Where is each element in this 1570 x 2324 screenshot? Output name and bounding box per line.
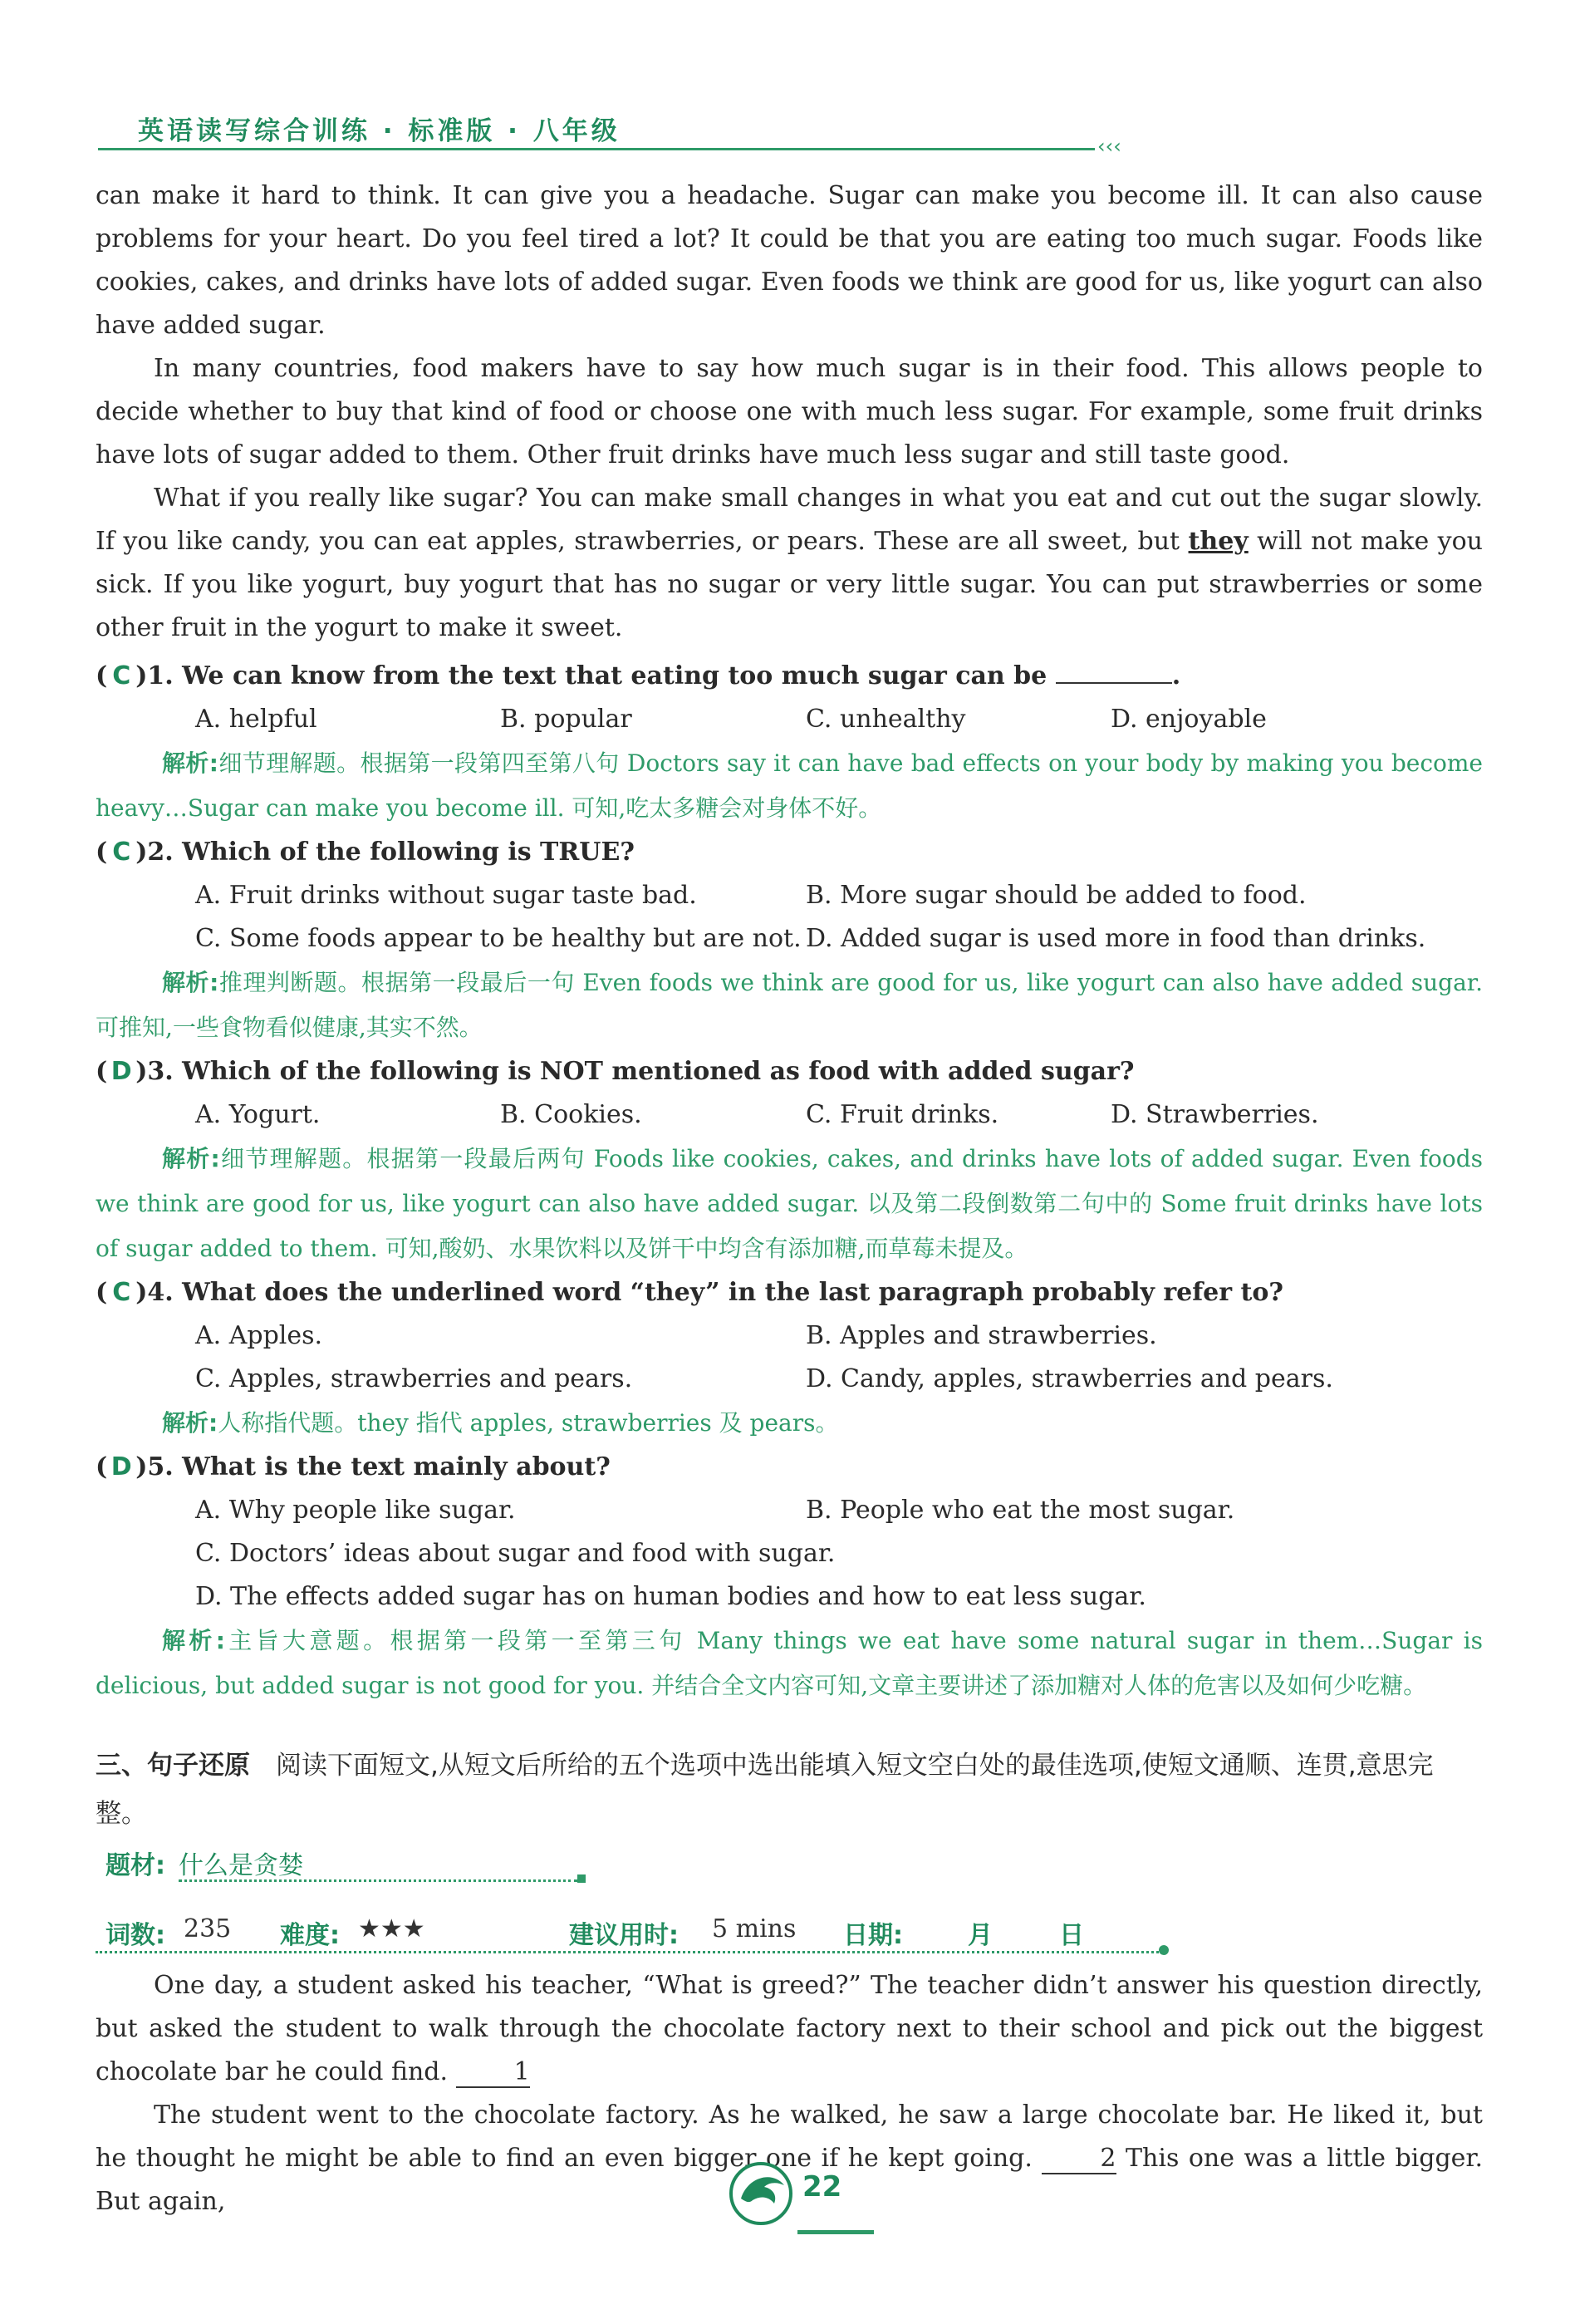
topic-divider-end (577, 1874, 586, 1883)
explanation-5 (96, 1619, 1483, 1708)
option-d: D. Added sugar is used more in food than drinks. (806, 924, 1426, 953)
section-title: 三、句子还原 (96, 1751, 250, 1781)
suggested-time: 5 mins (712, 1914, 797, 1943)
passage-paragraph-1: can make it hard to think. It can give you a headache. Sugar can make you become ill. It can also cause problems for your heart. Do you feel tired a lot? It could be that you are eating too much sugar. Foods like cookies, cakes, and drinks have lots of added sugar. Even foods we think are good for us, like yogurt can also have added sugar. (96, 181, 1483, 340)
explanation-3 (96, 1137, 1483, 1271)
option-b: B. popular (500, 705, 632, 734)
blank-2: 2 (1042, 2145, 1116, 2174)
question-stem: 3. Which of the following is NOT mentioned as food with added sugar (147, 1057, 1120, 1086)
option-b: B. Apples and strawberries. (806, 1321, 1157, 1350)
answer-mark: C (112, 838, 131, 867)
option-b: B. Cookies. (500, 1100, 642, 1129)
difficulty-stars: ★★★ (358, 1914, 425, 1943)
meta-divider (96, 1951, 1159, 1953)
page-number: 22 (802, 2170, 842, 2204)
question-stem-end: ? (596, 1452, 611, 1481)
explanation-text: 人称指代题。they 指代 apples, strawberries 及 pears。 (218, 1409, 839, 1437)
explanation-label: 解析: (162, 969, 219, 996)
question-stem: 1. We can know from the text that eating too much sugar can be (147, 661, 1047, 690)
explanation-2 (96, 961, 1483, 1050)
explanation-4 (96, 1401, 1483, 1446)
question-stem-end: ? (1268, 1278, 1283, 1307)
explanation-label: 解析: (162, 749, 218, 777)
topic-row (96, 1841, 1483, 1888)
answer-blank (1056, 657, 1172, 684)
topic-label: 题材: (105, 1851, 165, 1880)
page-header (98, 106, 1145, 156)
passage-text: will not make you sick. If you like yogurt, buy yogurt that has no sugar or very little sugar. You can put strawberries or some other fruit in the yogurt to make it sweet. (96, 527, 1483, 642)
passage-text: What if you really like sugar? You can make small changes in what you eat and cut out the sugar slowly. If you like candy, you can eat apples, strawberries, or pears. These are all sweet, but (96, 484, 1483, 556)
question-4: ( C )4. What does the underlined word “they” in the last paragraph probably refer to? (96, 1271, 1483, 1314)
option-c: C. Doctors’ ideas about sugar and food with sugar. (195, 1539, 836, 1568)
option-d: D. Candy, apples, strawberries and pears. (806, 1364, 1333, 1393)
section-3-heading (96, 1742, 1483, 1838)
topic-value: 什么是贪婪 (179, 1851, 303, 1880)
option-a: A. Yogurt. (195, 1100, 321, 1129)
header-title: 英语读写综合训练 · 标准版 · 八年级 (138, 116, 621, 146)
passage-paragraph-2: In many countries, food makers have to say how much sugar is in their food. This allows people to decide whether to buy that kind of food or choose one with much less sugar. For example, some fruit drinks have lots of sugar added to them. Other fruit drinks have much less sugar and still taste good. (96, 354, 1483, 469)
explanation-text: 推理判断题。根据第一段最后一句 Even foods we think are good for us, like yogurt can also have added sugar. 可推知,一些食物看似健康,其实不然。 (96, 969, 1484, 1041)
day-label: 日 (1059, 1921, 1084, 1950)
option-a: A. Apples. (195, 1321, 323, 1350)
word-count: 235 (184, 1914, 232, 1943)
chevron-left-icon: ‹‹‹ (1097, 135, 1121, 158)
word-count-label: 词数: (105, 1921, 165, 1950)
cloze-text: The student went to the chocolate factory. As he walked, he saw a large chocolate bar. He liked it, but he thought he might be able to find an even bigger one if he kept going. (96, 2100, 1483, 2173)
answer-mark: C (112, 1278, 131, 1307)
question-3: ( D )3. Which of the following is NOT mentioned as food with added sugar? (96, 1050, 1483, 1093)
blank-1: 1 (456, 2058, 530, 2088)
explanation-label: 解析: (162, 1145, 220, 1172)
options-2b (96, 917, 1483, 961)
meta-row (96, 1906, 1483, 1958)
options-2a (96, 874, 1483, 917)
content (96, 174, 1483, 2223)
option-d: D. enjoyable (1111, 705, 1267, 734)
option-b: B. More sugar should be added to food. (806, 881, 1307, 910)
explanation-text: 细节理解题。根据第一段第四至第八句 Doctors say it can have bad effects on your body by making you become heavy…Sugar can make you become ill. 可知,吃太多糖会对身体不好。 (96, 749, 1484, 822)
month-label: 月 (968, 1921, 993, 1950)
page-number-underline (797, 2230, 874, 2234)
options-5c (96, 1532, 1483, 1575)
question-stem-end: ? (1119, 1057, 1135, 1086)
options-4a (96, 1314, 1483, 1358)
underlined-word: they (1188, 527, 1249, 556)
explanation-text: 细节理解题。根据第一段最后两句 Foods like cookies, cakes, and drinks have lots of added sugar. Even foods we think are good for us, like yogurt can also have added sugar. 以及第二段倒数第二句中的 Some fruit drinks have lots of sugar added to them. 可知,酸奶、水果饮料以及饼干中均含有添加糖,而草莓未提及。 (96, 1145, 1484, 1262)
time-label: 建议用时: (569, 1921, 679, 1950)
options-4b (96, 1358, 1483, 1401)
option-a: A. Why people like sugar. (195, 1496, 516, 1525)
answer-mark: D (110, 1452, 132, 1481)
options-5d (96, 1575, 1483, 1619)
cloze-paragraph-1 (96, 1964, 1483, 2094)
option-d: D. Strawberries. (1111, 1100, 1319, 1129)
question-stem: 4. What does the underlined word “they” in the last paragraph probably refer to (147, 1278, 1269, 1307)
options-3 (96, 1093, 1483, 1137)
option-c: C. Apples, strawberries and pears. (195, 1364, 633, 1393)
option-c: C. Some foods appear to be healthy but are not. (195, 924, 802, 953)
header-rule (98, 148, 1095, 150)
explanation-text: 主旨大意题。根据第一段第一至第三句 Many things we eat have some natural sugar in them…Sugar is delicious, but added sugar is not good for you. 并结合全文内容可知,文章主要讲述了添加糖对人体的危害以及如何少吃糖。 (96, 1627, 1483, 1699)
explanation-label: 解析: (162, 1627, 225, 1654)
options-1 (96, 698, 1483, 741)
topic-divider (179, 1879, 577, 1882)
passage-paragraph-3 (96, 477, 1483, 650)
cloze-text: This one was a little bigger. But again, (96, 2144, 1483, 2216)
option-c: C. Fruit drinks. (806, 1100, 999, 1129)
options-5a (96, 1489, 1483, 1532)
explanation-1 (96, 741, 1483, 831)
question-stem: 5. What is the text mainly about (147, 1452, 596, 1481)
answer-mark: D (110, 1057, 132, 1086)
answer-mark: C (112, 661, 131, 690)
question-stem-end: . (1171, 661, 1181, 690)
dolphin-logo-icon (723, 2152, 799, 2228)
explanation-label: 解析: (162, 1409, 218, 1437)
option-a: A. helpful (195, 705, 317, 734)
question-stem: 2. Which of the following is TRUE (147, 838, 621, 867)
date-label: 日期: (843, 1921, 903, 1950)
option-a: A. Fruit drinks without sugar taste bad. (195, 881, 697, 910)
meta-divider-end (1159, 1945, 1169, 1955)
difficulty-label: 难度: (280, 1921, 340, 1950)
question-stem-end: ? (620, 838, 635, 867)
question-5: ( D )5. What is the text mainly about? (96, 1446, 1483, 1489)
page-footer (723, 2152, 889, 2243)
option-c: C. unhealthy (806, 705, 966, 734)
cloze-text: One day, a student asked his teacher, “What is greed?” The teacher didn’t answer his question directly, but asked the student to walk through the chocolate factory next to their school and pick out the biggest chocolate bar he could find. (96, 1971, 1483, 2086)
option-b: B. People who eat the most sugar. (806, 1496, 1235, 1525)
option-d: D. The effects added sugar has on human bodies and how to eat less sugar. (195, 1582, 1146, 1611)
section-instruction: 阅读下面短文,从短文后所给的五个选项中选出能填入短文空白处的最佳选项,使短文通顺、连贯,意思完整。 (96, 1751, 1434, 1829)
question-1: ( C )1. We can know from the text that eating too much sugar can be . (96, 655, 1483, 698)
question-2: ( C )2. Which of the following is TRUE? (96, 831, 1483, 874)
